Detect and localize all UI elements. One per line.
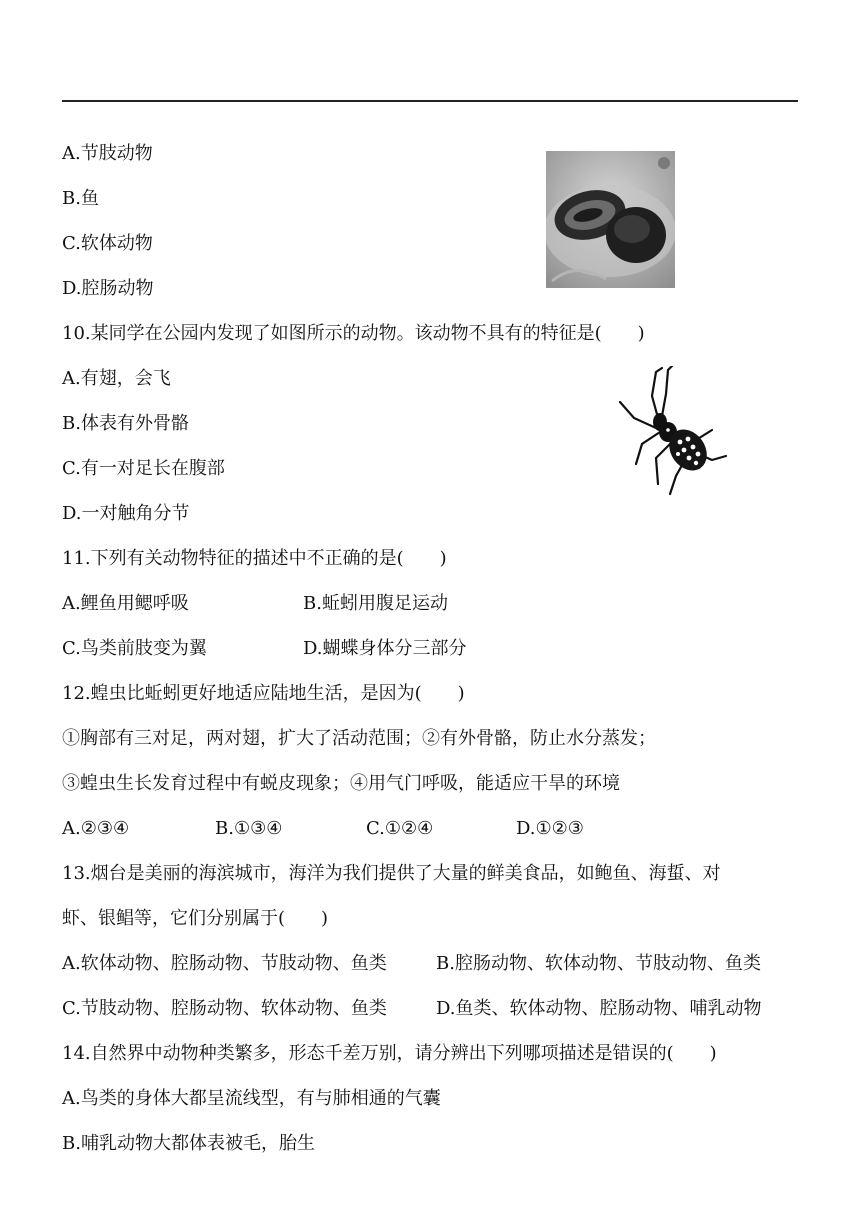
q13-option-c: C.节肢动物、腔肠动物、软体动物、鱼类 xyxy=(62,998,387,1019)
q12-stem: 12.蝗虫比蚯蚓更好地适应陆地生活，是因为( ) xyxy=(62,683,465,704)
q12-statement-line-2: ③蝗虫生长发育过程中有蜕皮现象；④用气门呼吸，能适应干旱的环境 xyxy=(62,773,620,794)
q10-stem: 10.某同学在公园内发现了如图所示的动物。该动物不具有的特征是( ) xyxy=(62,323,645,344)
q9-option-c: C.软体动物 xyxy=(62,233,153,254)
q14-option-a: A.鸟类的身体大都呈流线型，有与肺相通的气囊 xyxy=(62,1088,441,1109)
q13-option-b: B.腔肠动物、软体动物、节肢动物、鱼类 xyxy=(436,953,761,974)
q12-option-c: C.①②④ xyxy=(366,818,434,839)
header-rule xyxy=(62,100,798,102)
q12-option-d: D.①②③ xyxy=(516,818,584,839)
q13-option-d: D.鱼类、软体动物、腔肠动物、哺乳动物 xyxy=(436,998,762,1019)
q10-option-a: A.有翅，会飞 xyxy=(62,368,171,389)
q10-option-b: B.体表有外骨骼 xyxy=(62,413,189,434)
q10-option-c: C.有一对足长在腹部 xyxy=(62,458,225,479)
q10-option-d: D.一对触角分节 xyxy=(62,503,190,524)
abalone-photo xyxy=(546,151,675,288)
q13-stem-line-2: 虾、银鲳等，它们分别属于( ) xyxy=(62,908,329,929)
q12-option-a: A.②③④ xyxy=(62,818,130,839)
q12-option-b: B.①③④ xyxy=(215,818,283,839)
q13-stem-line-1: 13.烟台是美丽的海滨城市，海洋为我们提供了大量的鲜美食品，如鲍鱼、海蜇、对 xyxy=(62,863,721,884)
q11-option-d: D.蝴蝶身体分三部分 xyxy=(303,638,467,659)
q14-stem: 14.自然界中动物种类繁多，形态千差万别，请分辨出下列哪项描述是错误的( ) xyxy=(62,1043,717,1064)
q12-statement-line-1: ①胸部有三对足，两对翅，扩大了活动范围；②有外骨骼，防止水分蒸发； xyxy=(62,728,656,749)
q9-option-a: A.节肢动物 xyxy=(62,143,153,164)
beetle-figure xyxy=(612,366,732,498)
q11-option-a: A.鲤鱼用鳃呼吸 xyxy=(62,593,189,614)
q11-option-c: C.鸟类前肢变为翼 xyxy=(62,638,207,659)
q9-option-d: D.腔肠动物 xyxy=(62,278,154,299)
q9-option-b: B.鱼 xyxy=(62,188,99,209)
q13-option-a: A.软体动物、腔肠动物、节肢动物、鱼类 xyxy=(62,953,387,974)
q11-stem: 11.下列有关动物特征的描述中不正确的是( ) xyxy=(62,548,447,569)
q11-option-b: B.蚯蚓用腹足运动 xyxy=(303,593,448,614)
q14-option-b: B.哺乳动物大都体表被毛，胎生 xyxy=(62,1133,315,1154)
